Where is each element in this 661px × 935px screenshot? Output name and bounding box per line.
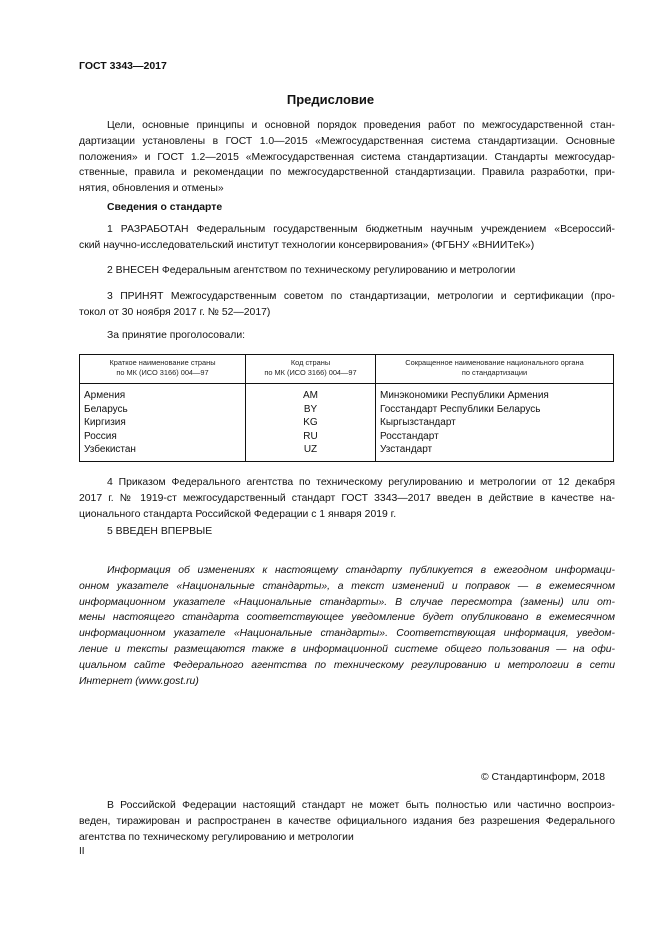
body-cell: Росстандарт xyxy=(376,430,614,444)
item-5: 5 ВВЕДЕН ВПЕРВЫЕ xyxy=(107,526,213,537)
intro-line: дартизации установлены в ГОСТ 1.0—2015 «Межгосударственная система стандартизации. Основные xyxy=(79,135,615,147)
header-text: по МК (ИСО 3166) 004—97 xyxy=(264,368,357,377)
header-text: Краткое наименование страны xyxy=(109,358,216,367)
rights-line: веден, тиражирован и распространен в качестве официального издания без разрешения Федерального xyxy=(79,815,615,827)
country-cell: Армения xyxy=(80,384,246,403)
notice-line: циальном сайте Федерального агентства по техническому регулированию и метрологии в сети xyxy=(79,659,615,671)
body-cell: Госстандарт Республики Беларусь xyxy=(376,403,614,417)
item-4-line: 2017 г. № 1919-ст межгосударственный стандарт ГОСТ 3343—2017 введен в действие в качестве на- xyxy=(79,492,615,504)
item-1-line: ский научно-исследовательский институт технологии консервирования» (ФГБНУ «ВНИИТеК») xyxy=(79,239,535,251)
country-cell: Киргизия xyxy=(80,416,246,430)
page-title: Предисловие xyxy=(286,92,375,107)
code-cell: KG xyxy=(246,416,376,430)
country-cell: Беларусь xyxy=(80,403,246,417)
header-text: Сокращенное наименование национального органа xyxy=(405,358,584,367)
table-row xyxy=(80,416,614,430)
header-text: по стандартизации xyxy=(461,368,528,377)
body-cell: Узстандарт xyxy=(376,443,614,461)
item-2: 2 ВНЕСЕН Федеральным агентством по техническому регулированию и метрологии xyxy=(107,265,516,276)
notice-line: информационном указателе «Национальные стандарты». В случае пересмотра (замены) или от- xyxy=(79,596,615,608)
item-3 xyxy=(79,289,615,321)
table-row xyxy=(80,403,614,417)
body-cell: Минэкономики Республики Армения xyxy=(376,384,614,403)
item-4 xyxy=(79,475,615,522)
item-4-line: 4 Приказом Федерального агентства по техническому регулированию и метрологии от 12 декабря xyxy=(107,477,615,488)
info-heading: Сведения о стандарте xyxy=(107,202,223,213)
item-4-line: ционального стандарта Российской Федерации с 1 января 2019 г. xyxy=(79,508,397,520)
item-1 xyxy=(79,222,615,254)
table-row xyxy=(80,430,614,444)
country-cell: Узбекистан xyxy=(80,443,246,461)
intro-line: нятия, обновления и отмены» xyxy=(79,183,224,195)
code-cell: BY xyxy=(246,403,376,417)
notice-line: мены настоящего стандарта соответствующее уведомление будет опубликовано в ежемесячном xyxy=(79,612,615,624)
notice-line: Информация об изменениях к настоящему стандарту публикуется в ежегодном информаци- xyxy=(107,565,615,576)
header-text: по МК (ИСО 3166) 004—97 xyxy=(116,368,209,377)
table-row xyxy=(80,443,614,461)
table-header-code xyxy=(246,355,376,384)
table-header-body xyxy=(376,355,614,384)
item-1-line: 1 РАЗРАБОТАН Федеральным государственным бюджетным научным учреждением «Всероссий- xyxy=(107,224,615,235)
header-text: Код страны xyxy=(290,358,331,367)
notice-paragraph xyxy=(79,563,615,689)
table-header-row xyxy=(80,355,614,384)
intro-paragraph xyxy=(79,118,615,197)
rights-line: агентства по техническому регулированию и метрологии xyxy=(79,831,354,843)
notice-line: Интернет (www.gost.ru) xyxy=(79,675,199,687)
copyright: © Стандартинформ, 2018 xyxy=(481,772,606,783)
voted-label: За принятие проголосовали: xyxy=(107,330,246,341)
country-cell: Россия xyxy=(80,430,246,444)
item-3-line: токол от 30 ноября 2017 г. № 52—2017) xyxy=(79,306,271,318)
intro-line: положения» и ГОСТ 1.2—2015 «Межгосударственная система стандартизации. Стандарты межгосудар- xyxy=(79,151,615,163)
notice-line: ление и тексты размещаются также в информационной системе общего пользования — на офи- xyxy=(79,643,615,655)
item-3-line: 3 ПРИНЯТ Межгосударственным советом по стандартизации, метрологии и сертификации (про- xyxy=(107,291,615,302)
notice-line: онном указателе «Национальные стандарты», а текст изменений и поправок — в ежемесячном xyxy=(79,580,615,592)
body-cell: Кыргызстандарт xyxy=(376,416,614,430)
intro-line: ственные, правила и рекомендации по межгосударственной стандартизации. Правила разработки, при- xyxy=(79,167,615,179)
code-cell: AM xyxy=(246,384,376,403)
rights-line: В Российской Федерации настоящий стандарт не может быть полностью или частично воспроиз- xyxy=(107,800,615,811)
rights-paragraph xyxy=(79,798,615,845)
intro-line: Цели, основные принципы и основной порядок проведения работ по межгосударственной стан- xyxy=(107,120,615,131)
code-cell: RU xyxy=(246,430,376,444)
notice-line: информационном указателе «Национальные стандарты». Соответствующая информация, уведом- xyxy=(79,628,615,640)
code-cell: UZ xyxy=(246,443,376,461)
standard-code-header: ГОСТ 3343—2017 xyxy=(79,60,167,72)
table-row xyxy=(80,384,614,403)
page-number: II xyxy=(79,846,85,857)
table-header-country xyxy=(80,355,246,384)
voting-table xyxy=(79,354,614,462)
